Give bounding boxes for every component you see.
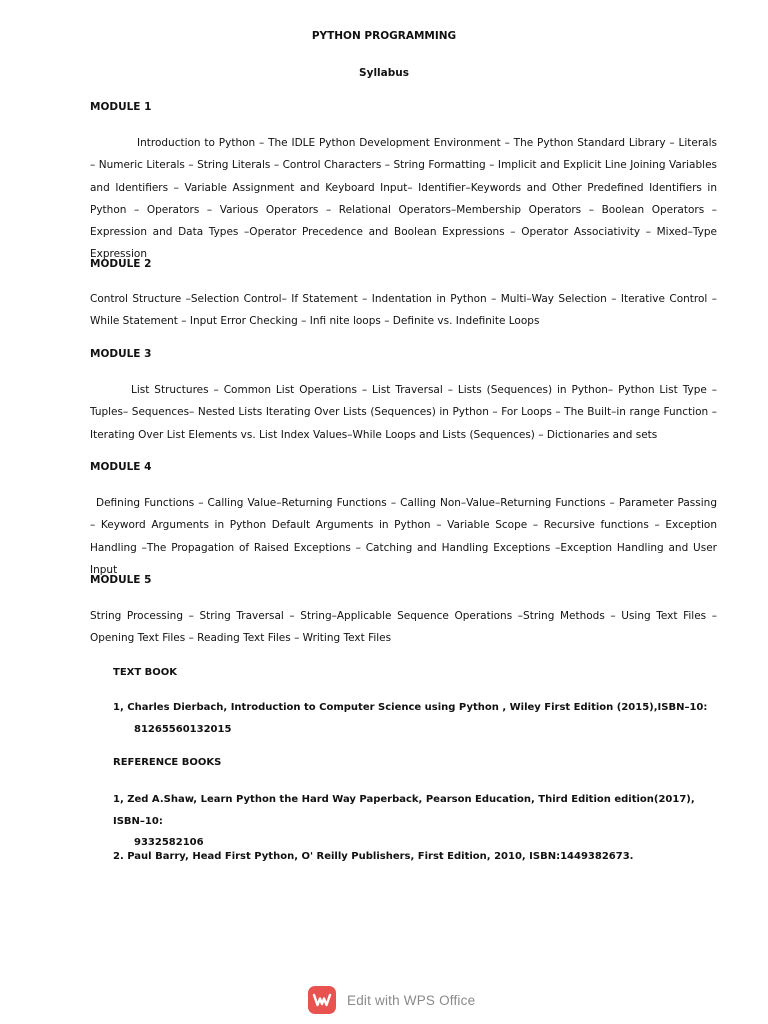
text-book-item-isbn: 81265560132015 bbox=[134, 723, 232, 735]
module-heading: MODULE 2 bbox=[90, 258, 152, 270]
text-book-item bbox=[113, 697, 713, 740]
module-description: String Processing – String Traversal – String–Applicable Sequence Operations –String Methods – Using Text Files – Opening Text Files – Reading Text Files – Writing Text Files bbox=[90, 610, 717, 645]
module-heading: MODULE 3 bbox=[90, 348, 152, 360]
reference-book-item-line: 2. Paul Barry, Head First Python, O' Reilly Publishers, First Edition, 2010, ISBN:1449382673. bbox=[113, 851, 634, 862]
module-description: Introduction to Python – The IDLE Python Development Environment – The Python Standard Library – Literals – Numeric Literals – String Literals – Control Characters – String Formatting – Implicit and Explicit Line Joining Variables and Identifiers – Variable Assignment and Keyboard Input– Identifier–Keywords and Other Predefined Identifiers in Python – Operators – Various Operators – Relational Operators–Membership Operators – Boolean Operators – Expression and Data Types –Operator Precedence and Boolean Expressions – Operator Associativity – Mixed–Type Expression bbox=[90, 137, 717, 261]
wps-watermark-text: Edit with WPS Office bbox=[347, 992, 476, 1008]
reference-book-item bbox=[113, 846, 713, 868]
reference-book-item-isbn: 9332582106 bbox=[134, 837, 204, 848]
module-heading: MODULE 5 bbox=[90, 574, 152, 586]
reference-books-heading: REFERENCE BOOKS bbox=[113, 757, 222, 768]
document-subtitle: Syllabus bbox=[359, 67, 409, 79]
text-book-heading: TEXT BOOK bbox=[113, 667, 178, 678]
module-heading: MODULE 1 bbox=[90, 101, 152, 113]
document-title: PYTHON PROGRAMMING bbox=[311, 30, 457, 42]
module-description: Control Structure –Selection Control– If Statement – Indentation in Python – Multi–Way Selection – Iterative Control – While Statement – Input Error Checking – Infi nite loops – Definite vs. Indefinite Loops bbox=[90, 293, 717, 328]
reference-book-item bbox=[113, 789, 713, 854]
wps-logo-icon bbox=[308, 986, 336, 1014]
module-description: Defining Functions – Calling Value–Returning Functions – Calling Non–Value–Returning Functions – Parameter Passing – Keyword Arguments in Python Default Arguments in Python – Variable Scope – Recursive functions – Exception Handling –The Propagation of Raised Exceptions – Catching and Handling Exceptions –Exception Handling and User Input bbox=[90, 497, 717, 576]
wps-watermark[interactable] bbox=[308, 985, 475, 1015]
text-book-item-line: 1, Charles Dierbach, Introduction to Computer Science using Python , Wiley First Edition (2015),ISBN–10: bbox=[113, 702, 708, 713]
reference-book-item-line: 1, Zed A.Shaw, Learn Python the Hard Way Paperback, Pearson Education, Third Edition edition(2017), ISBN–10: bbox=[113, 794, 695, 827]
module-heading: MODULE 4 bbox=[90, 461, 152, 473]
module-description: List Structures – Common List Operations – List Traversal – Lists (Sequences) in Python– Python List Type – Tuples– Sequences– Nested Lists Iterating Over Lists (Sequences) in Python – For Loops – The Built–in range Function – Iterating Over List Elements vs. List Index Values–While Loops and Lists (Sequences) – Dictionaries and sets bbox=[90, 384, 717, 441]
